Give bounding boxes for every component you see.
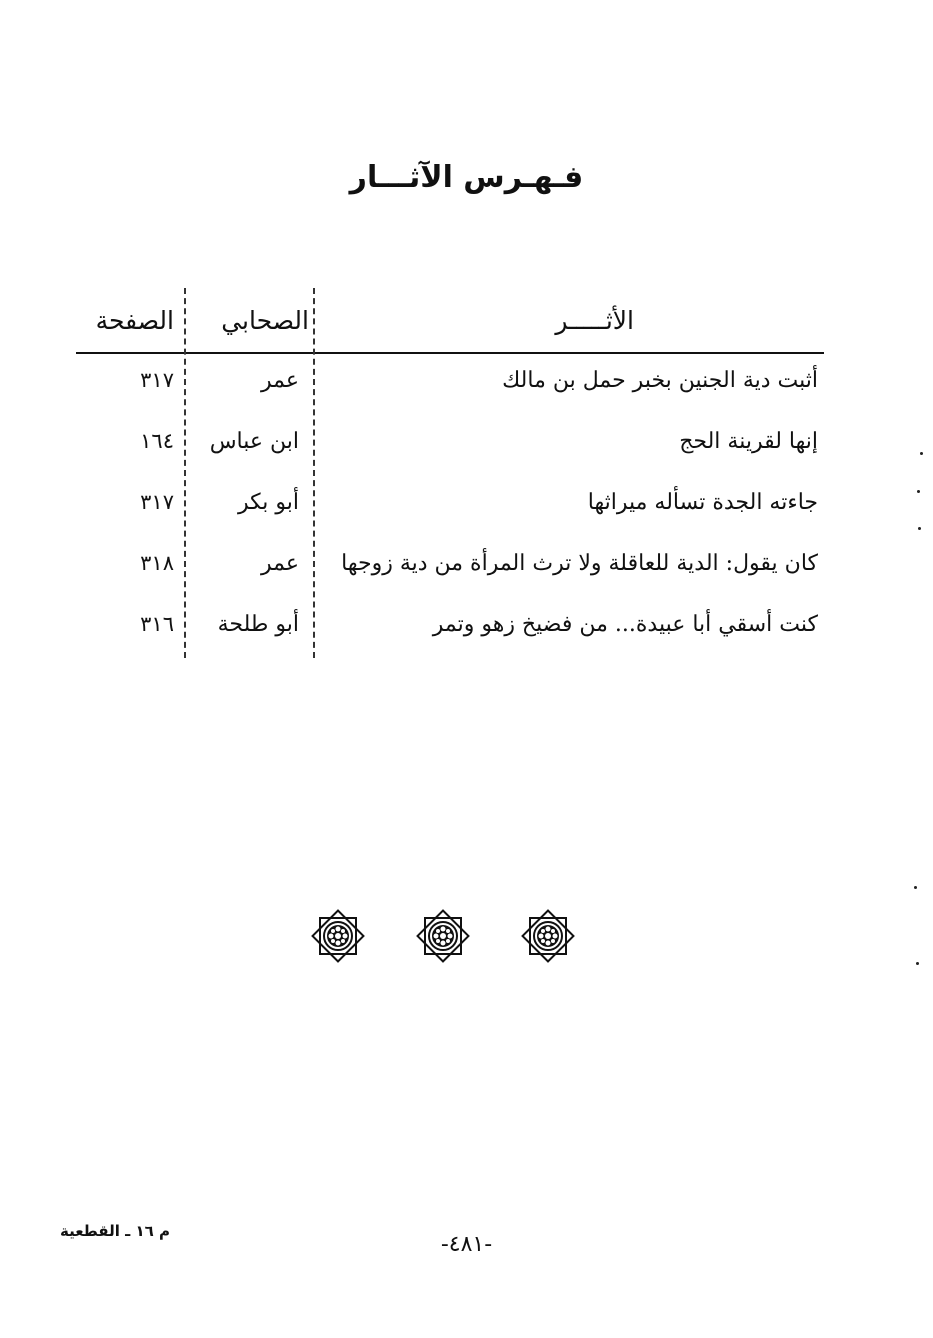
page-ref: ٣١٦	[140, 612, 174, 636]
page-ref: ٣١٨	[140, 551, 174, 575]
scan-speck	[914, 886, 917, 889]
page-ref: ٣١٧	[140, 490, 174, 514]
ornament-divider	[308, 906, 578, 968]
header-page: الصفحة	[95, 306, 174, 335]
star-ornament-icon	[518, 906, 578, 966]
sahabi-name: ابن عباس	[209, 429, 299, 454]
table-row	[76, 368, 824, 429]
table-row	[76, 490, 824, 551]
table-row	[76, 551, 824, 612]
sahabi-name: أبو طلحة	[217, 612, 299, 637]
sahabi-name: عمر	[261, 551, 299, 576]
scan-speck	[918, 527, 921, 530]
page-ref: ١٦٤	[140, 429, 174, 453]
athar-text: أثبت دية الجنين بخبر حمل بن مالك	[502, 368, 818, 393]
scan-speck	[920, 452, 923, 455]
page-number: -٤٨١-	[440, 1232, 493, 1257]
table-body	[76, 368, 824, 673]
page-ref: ٣١٧	[140, 368, 174, 392]
signature-mark: م ١٦ ـ القطعية	[60, 1222, 170, 1240]
table-row	[76, 612, 824, 673]
header-athar: الأثـــــر	[555, 306, 634, 335]
athar-index-table	[76, 288, 824, 658]
athar-text: كان يقول: الدية للعاقلة ولا ترث المرأة من دية زوجها	[341, 551, 818, 576]
athar-text: جاءته الجدة تسأله ميراثها	[587, 490, 818, 515]
sahabi-name: عمر	[261, 368, 299, 393]
table-row	[76, 429, 824, 490]
sahabi-name: أبو بكر	[237, 490, 299, 515]
scan-speck	[916, 962, 919, 965]
star-ornament-icon	[413, 906, 473, 966]
athar-text: إنها لقرينة الحج	[679, 429, 818, 454]
athar-text: كنت أسقي أبا عبيدة... من فضيخ زهو وتمر	[432, 612, 818, 637]
table-header-row	[76, 288, 824, 354]
scan-speck	[917, 490, 920, 493]
star-ornament-icon	[308, 906, 368, 966]
header-sahabi: الصحابي	[221, 306, 309, 335]
page-title: فـهـرس الآثـــار	[349, 160, 584, 195]
